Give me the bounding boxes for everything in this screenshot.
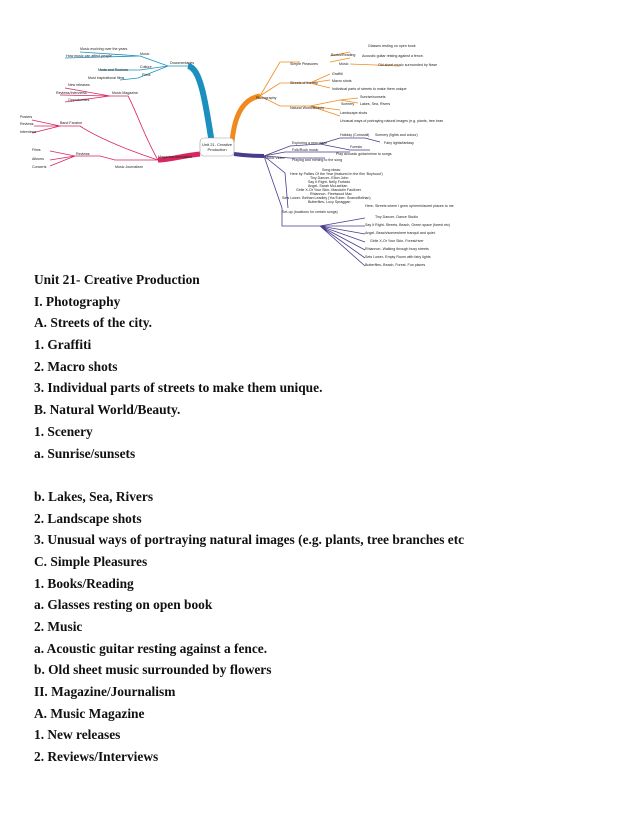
mag-journalism-label: Music Journalism (115, 165, 143, 169)
outline-line: B. Natural World/Beauty. (34, 402, 181, 418)
outline-line: 3. Individual parts of streets to make them unique. (34, 380, 323, 396)
doc-films-leaf: Most inspirational films (88, 76, 125, 80)
mv-song-2: Tiny Dancer- Elton John (310, 176, 349, 180)
mag-mm-leaf-1: New releases (68, 83, 90, 87)
photo-natural-label: Natural World/Beauty (290, 106, 325, 110)
photography-label: Photography (256, 96, 277, 100)
mag-journalism-leaf-1: Films (32, 148, 41, 152)
mag-journalism-leaf-3: Concerts (32, 165, 47, 169)
outline-line: 2. Macro shots (34, 358, 118, 374)
outline-line: 1. Scenery (34, 423, 93, 439)
mv-playing-label: Playing and miming to the song (292, 158, 343, 162)
mind-map (20, 38, 460, 268)
outline-line: Unit 21- Creative Production (34, 272, 200, 287)
magazine-label: Magazine/Journalism (158, 155, 192, 159)
mag-fanzine-leaf-3: Interviews (20, 130, 37, 134)
outline-line: 1. Books/Reading (34, 575, 134, 591)
documentaries-label: Documentaries (170, 61, 195, 65)
doc-music-label: Music (140, 52, 150, 56)
photo-streets-label: Streets of the city (290, 81, 318, 85)
outline-line: A. Music Magazine (34, 705, 145, 721)
mv-setup-2: Say It Right- Streets, Beach, Green space (forest etc) (365, 223, 451, 227)
mv-exploring-leaf-1: Holiday (Cornwall) (340, 133, 370, 137)
doc-culture-label: Culture (140, 65, 152, 69)
mag-fanzine-leaf-2: Reviews (20, 122, 34, 126)
mv-song-0: Song ideas: (322, 168, 341, 172)
mv-setup-6: Sets Lower- Empty Room with fairy lights (365, 255, 431, 259)
outline-line: C. Simple Pleasures (34, 553, 148, 569)
mv-setup-1: Tiny Dancer- Dance Studio (375, 215, 419, 219)
mv-song-1: Here by Pallies Of the Year (featured in the film 'Boyhood') (290, 172, 383, 176)
outline-line: a. Glasses resting on open book (34, 597, 213, 613)
outline-line: II. Magazine/Journalism (34, 684, 176, 700)
mv-songs-list (282, 168, 383, 204)
photo-scenery-label: Scenery (341, 102, 355, 106)
mv-setup-4: Girlie X-Or Your Skin- Forest/river (370, 239, 424, 243)
photo-scenery-leaf-1: Sunrise/sunsets (360, 95, 386, 99)
mv-folk-leaf: Play acoustic guitar/mime to songs (336, 152, 392, 156)
mv-exploring-leaf-4: Forests (350, 145, 362, 149)
mv-song-5: Girlie X-Or Your Skin- Mandolin Faulkner (296, 188, 361, 192)
doc-music-leaf-2: How music can affect people (66, 54, 112, 58)
photo-landscape: Landscape shots (340, 111, 368, 115)
branch-photography (232, 96, 260, 142)
center-label-line-1: Unit 21- Creative (201, 142, 233, 147)
mag-journalism-reviews: Reviews (76, 152, 90, 156)
mv-exploring-leaf-3: Fairy lights/fantasy (384, 141, 414, 145)
outline-line: 1. Graffiti (34, 337, 92, 353)
photo-streets-leaf-2: Macro shots (332, 79, 352, 83)
mv-setup-label: Set-up (locations for certain songs) (282, 210, 338, 214)
outline-line: 2. Music (34, 619, 83, 634)
mv-setup-5: Rhiannon- Walking through busy streets (365, 247, 429, 251)
mv-song-8: Butterflies- Lucy Spraggan (308, 200, 351, 204)
mv-song-7: Sets Lower- Bethan Leadley (YouTuber- ScarceBethan) (282, 196, 371, 200)
outline-line: 3. Unusual ways of portraying natural images (e.g. plants, tree branches etc (34, 532, 465, 548)
music-video-label: Music Video (265, 156, 285, 160)
mv-exploring-leaf-2: Scenery (lights and colour) (375, 133, 418, 137)
photo-streets-leaf-3: Individual parts of streets to make them unique (332, 87, 407, 91)
outline (34, 269, 614, 768)
outline-line: a. Acoustic guitar resting against a fence. (34, 640, 268, 656)
photo-books-label: Books/Reading (331, 53, 356, 57)
mv-song-6: Rhiannon- Fleetwood Mac (310, 192, 352, 196)
mv-setup-0: Here- Streets where I grew up/reminiscent places to me (365, 204, 454, 208)
outline-line: a. Sunrise/sunsets (34, 445, 136, 461)
outline-line: b. Old sheet music surrounded by flowers (34, 662, 272, 678)
mv-folk-label: Folk/Rock music (292, 148, 319, 152)
doc-music-leaf-1: Music evolving over the years (80, 47, 128, 51)
photo-music-leaf-1: Acoustic guitar resting against a fence. (362, 54, 424, 58)
mag-journalism-leaf-2: Albums (32, 157, 44, 161)
photography-labels (256, 44, 443, 123)
mv-setup-list (365, 204, 454, 267)
doc-culture-leaf: Mods and Rockers (98, 68, 128, 72)
mv-exploring-label: Exploring a new place (292, 141, 328, 145)
outline-line: 2. Reviews/Interviews (34, 749, 159, 765)
branch-music-video (234, 154, 264, 156)
mv-setup-3: Angel- Beach/somewhere tranquil and quiet. (365, 231, 436, 235)
outline-line: b. Lakes, Sea, Rivers (34, 488, 154, 504)
mag-mm-leaf-2: Reviews/Interviews (56, 91, 87, 95)
branch-documentaries (188, 66, 212, 144)
photo-music-label: Music (339, 62, 349, 66)
outline-spacer (34, 464, 614, 486)
photo-unusual: Unusual ways of portraying natural images (e.g. plants, tree bran (340, 119, 444, 123)
photo-simple-label: Simple Pleasures (290, 62, 318, 66)
mv-song-3: Say It Right- Nelly Furtado (308, 180, 351, 184)
outline-line: I. Photography (34, 293, 121, 309)
mv-setup-7: Butterflies- Beach, Forest, Fun places (365, 263, 426, 267)
mag-music-mag-label: Music Magazine (112, 91, 138, 95)
doc-films-label: Films (142, 73, 151, 77)
mag-fanzine-label: Band Fanzine (60, 121, 83, 125)
outline-line: 1. New releases (34, 727, 121, 743)
mag-fanzine-leaf-1: Posters (20, 115, 33, 119)
photo-music-leaf-2: Old sheet music surrounded by flowe (378, 63, 438, 67)
outline-line: A. Streets of the city. (34, 315, 153, 331)
outline-line: 2. Landscape shots (34, 510, 142, 526)
photo-books-leaf: Glasses resting on open book (368, 44, 416, 48)
mv-song-4: Angel- Sarah McLachlan (308, 184, 348, 188)
mag-mm-leaf-3: Opportunities (68, 98, 90, 102)
photo-streets-leaf-1: Graffiti (332, 72, 343, 76)
center-label-line-2: Production (207, 147, 227, 152)
photo-scenery-leaf-2: Lakes, Sea, Rivers (360, 102, 391, 106)
